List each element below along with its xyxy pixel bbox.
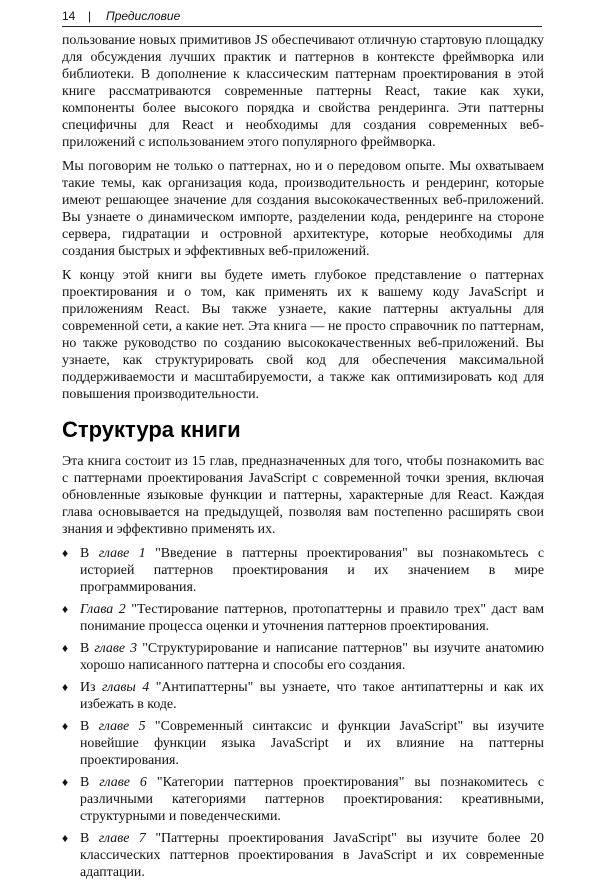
paragraph: Мы поговорим не только о паттернах, но и о передовом опыте. Мы охватываем такие темы, как организация кода, производительность и рендеринг, которые имеют решающее значение для создания высококачественных веб-приложений. Вы узнаете о динамическом импорте, разделении кода, рендеринге на стороне сервера, гидратации и островной архитектуре, которые необходимы для создания быстрых и эффективных веб-приложений. bbox=[62, 159, 544, 259]
list-item: ♦ В главе 6 "Категории паттернов проектирования" вы познакомитесь с различными категориями паттернов проектирования: креативными, структурными и поведенческими. bbox=[62, 775, 544, 824]
section-lead: Эта книга состоит из 15 глав, предназначенных для того, чтобы познакомить вас с паттернами проектирования JavaScript с современной точки зрения, включая обновленные языковые функции и паттерны, характерные для React. Каждая глава основывается на предыдущей, позволяя вам постепенно расширять свои знания и эффективно применять их. bbox=[62, 454, 544, 537]
diamond-bullet-icon: ♦ bbox=[62, 775, 69, 789]
list-item: ♦ В главе 7 "Паттерны проектирования JavaScript" вы изучите более 20 классических паттернов проектирования в JavaScript и их современные адаптации. bbox=[62, 831, 544, 880]
chapter-ref: главе 3 bbox=[94, 641, 138, 656]
section-heading: Структура книги bbox=[62, 417, 241, 442]
paragraph: К концу этой книги вы будете иметь глубокое представление о паттернах проектирования и о том, как применять их к вашему коду JavaScript и приложениям React. Вы также узнаете, какие паттерны актуальны для современной сети, а какие нет. Эта книга — не просто справочник по паттернам, но также руководство по созданию высококачественных веб-приложений. Вы узнаете, как структурировать свой код для обеспечения максимальной поддерживаемости и масштабируемости, а также как оптимизировать код для повышения производительности. bbox=[62, 268, 544, 402]
header-separator: | bbox=[88, 9, 92, 23]
list-item: ♦ В главе 5 "Современный синтаксис и функции JavaScript" вы изучите новейшие функции языка JavaScript и их влияние на паттерны проектирования. bbox=[62, 719, 544, 768]
chapter-ref: главе 7 bbox=[98, 831, 146, 846]
list-item: ♦ В главе 3 "Структурирование и написание паттернов" вы изучите анатомию хорошо написанного паттерна и способы его создания. bbox=[62, 641, 544, 673]
list-item: ♦ Глава 2 "Тестирование паттернов, протопаттерны и правило трех" даст вам понимание процесса оценки и уточнения паттернов проектирования. bbox=[62, 602, 544, 634]
chapter-ref: главы 4 bbox=[102, 680, 150, 695]
diamond-bullet-icon: ♦ bbox=[62, 719, 69, 733]
chapter-ref: Глава 2 bbox=[80, 602, 126, 617]
diamond-bullet-icon: ♦ bbox=[62, 546, 69, 560]
page-number: 14 bbox=[62, 9, 76, 23]
diamond-bullet-icon: ♦ bbox=[62, 831, 69, 845]
diamond-bullet-icon: ♦ bbox=[62, 602, 69, 616]
paragraph: пользование новых примитивов JS обеспечивают отличную стартовую площадку для обсуждения лучших практик и паттернов в контексте фреймворка или библиотеки. В дополнение к классическим паттернам проектирования в этой книге рассматриваются современные паттерны React, такие как хуки, компоненты более высокого порядка и свойства рендеринга. Эти паттерны специфичны для React и необходимы для создания современных веб-приложений с использованием этого популярного фреймворка. bbox=[62, 33, 544, 150]
diamond-bullet-icon: ♦ bbox=[62, 680, 69, 694]
chapter-list bbox=[62, 545, 544, 881]
chapter-ref: главе 1 bbox=[98, 546, 146, 561]
diamond-bullet-icon: ♦ bbox=[62, 641, 69, 655]
running-title: Предисловие bbox=[106, 9, 181, 23]
list-item: ♦ Из главы 4 "Антипаттерны" вы узнаете, что такое антипаттерны и как их избежать в коде. bbox=[62, 680, 545, 712]
running-header bbox=[62, 4, 542, 27]
chapter-ref: главе 6 bbox=[99, 775, 147, 790]
list-item: ♦ В главе 1 "Введение в паттерны проектирования" вы познакомьтесь с историей паттернов проектирования и их значением в мире программирования. bbox=[62, 546, 545, 595]
page-body bbox=[62, 32, 544, 886]
chapter-ref: главе 5 bbox=[98, 719, 146, 734]
